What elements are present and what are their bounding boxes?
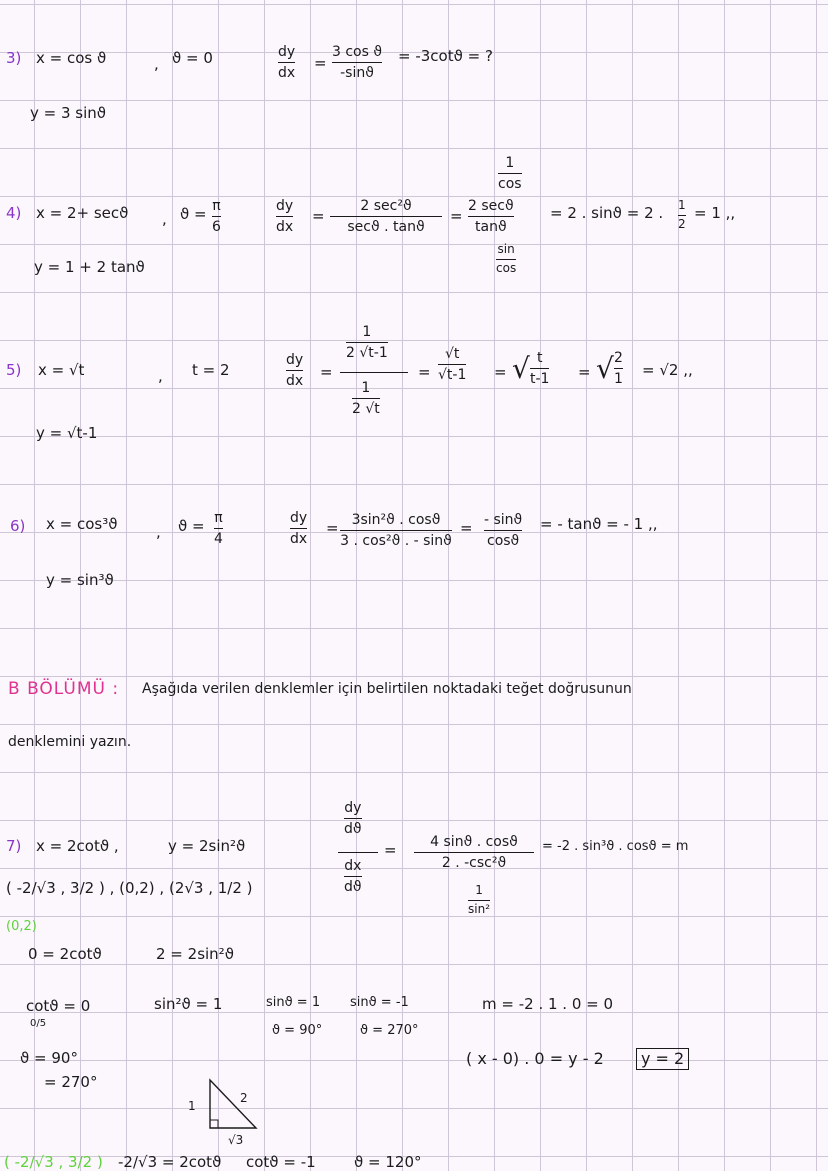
problem-7-points: ( -2/√3 , 3/2 ) , (0,2) , (2√3 , 1/2 ) [6,879,253,897]
denominator: t-1 [530,371,550,388]
problem-6-eq-2: = [460,519,473,537]
section-b-instructions-line-2: denklemini yazın. [8,734,132,750]
denominator: secϑ . tanϑ [347,219,425,236]
numerator: 3sin²ϑ . cosϑ [351,512,441,528]
dx-text: dx [290,531,308,548]
problem-7-angle-90: ϑ = 90° [272,1023,323,1038]
denominator: 2 √t-1 [346,345,388,362]
problem-7-dx-dtheta [344,858,362,895]
numerator: π [212,198,221,214]
numerator: 2 [614,350,623,366]
problem-5-sqrt-sign-1: √ [512,352,530,385]
problem-5-fraction-4 [614,350,623,387]
problem-5-eq: = [320,363,333,381]
numerator: 1 [362,324,372,340]
problem-5-x-eq: x = √t [38,361,85,379]
problem-5-sqrt-sign-2: √ [596,352,614,385]
problem-5-fraction-2 [438,346,466,383]
problem-7-angle-270: ϑ = 270° [360,1023,419,1038]
problem-4-half [678,199,686,232]
problem-6-y-eq: y = sin³ϑ [46,571,114,589]
problem-4-cond-lhs: ϑ = [180,205,207,223]
denominator: 2 [678,216,686,231]
section-b-heading: B BÖLÜMÜ : [8,679,120,699]
problem-7-y-eq: y = 2sin²ϑ [168,837,246,855]
problem-6-end: = - tanϑ = - 1 ,, [540,515,658,533]
section-b-instructions-line-1: Aşağıda verilen denklemler için belirtilen noktadaki teğet doğrusunun [142,681,632,697]
problem-3-condition: ϑ = 0 [172,49,213,67]
problem-4-y-eq: y = 1 + 2 tanϑ [34,258,145,276]
problem-4-end: = 1 ,, [694,204,736,222]
problem-7-eq: = [384,841,397,859]
problem-6-fraction-2 [484,512,522,549]
problem-5-number: 5) [6,361,22,379]
numerator: 1 [361,380,371,396]
denominator: cos [496,260,517,275]
problem-5-condition: t = 2 [192,361,230,379]
denominator: 6 [212,219,221,236]
dy-text: dy [278,44,296,60]
right-triangle-sketch [204,1076,264,1136]
denominator: 1 [614,371,623,388]
problem-6-number: 6) [10,517,26,535]
problem-5-eq-2: = [418,363,431,381]
dtheta-text: dϑ [344,879,362,896]
problem-6-comma: , [156,523,161,541]
problem-7-result: = -2 . sin³ϑ . cosϑ = m [542,839,689,854]
numerator: - sinϑ [484,512,523,528]
problem-3-result: = -3cotϑ = ? [398,47,493,65]
numerator: 3 cos ϑ [332,44,383,60]
problem-4-sin-over-cos [496,243,516,276]
problem-4-top-fraction [498,155,522,192]
problem-7-sin-sq: sin²ϑ = 1 [154,995,223,1013]
numerator: √t [444,346,460,362]
problem-7-frac-mark: 0/5 [30,1018,47,1029]
problem-6-dydx [290,510,307,547]
problem-4-tail: = 2 . sinϑ = 2 . [550,204,664,222]
denominator: 3 . cos²ϑ . - sinϑ [340,533,452,550]
problem-7-eq-b: 2 = 2sin²ϑ [156,945,234,963]
denominator: tanϑ [475,219,507,236]
triangle-shape [210,1080,256,1128]
problem-3-comma: , [154,55,159,73]
triangle-side-2: 2 [240,1091,248,1105]
problem-6-cond-lhs: ϑ = [178,517,205,535]
denominator: 2 . -csc²ϑ [441,855,507,872]
triangle-side-1: 1 [188,1099,196,1113]
problem-4-cond-frac [212,198,221,235]
problem-5-eq-4: = [578,363,591,381]
numerator: 1 [505,155,515,171]
problem-5-fraction-3 [530,350,549,387]
problem-7-cot-zero: cotϑ = 0 [26,997,91,1015]
problem-5-top [346,324,388,361]
problem-3-x-eq: x = cos ϑ [36,49,107,67]
denominator: cos [498,176,522,193]
problem-4-dydx [276,198,293,235]
problem-3-number: 3) [6,49,22,67]
denominator: 4 [214,531,223,548]
problem-5-bottom [352,380,380,417]
problem-7-main-bar [338,852,378,853]
problem-6-fraction-1 [340,512,452,549]
problem-3-dydx [278,44,295,81]
numerator: 2 secϑ [468,198,514,214]
dy-text: dy [276,198,294,214]
problem-7-dy-dtheta [344,800,362,837]
problem-5-y-eq: y = √t-1 [36,424,98,442]
numerator: 1 [475,883,483,897]
problem-4-number: 4) [6,204,22,222]
problem-4-fraction-2 [468,198,514,235]
problem-7-theta-270: = 270° [44,1073,98,1091]
numerator: t [536,350,543,366]
problem-6-eq: = [326,519,339,537]
problem-4-eq: = [312,207,325,225]
problem-7-bottom-theta: ϑ = 120° [354,1153,422,1171]
problem-3-eq: = [314,54,327,72]
dx-text: dx [286,373,304,390]
denominator: √t-1 [438,367,467,384]
problem-3-y-eq: y = 3 sinϑ [30,104,107,122]
numerator: 2 sec²ϑ [360,198,412,214]
dy-text: dy [286,352,304,368]
problem-5-comma: , [158,367,163,385]
numerator: 4 sinϑ . cosϑ [430,834,518,850]
problem-3-fraction [332,44,382,81]
dy-text: dy [344,800,362,816]
problem-4-x-eq: x = 2+ secϑ [36,204,129,222]
problem-6-x-eq: x = cos³ϑ [46,515,118,533]
dx-text: dx [344,858,362,874]
problem-4-comma: , [162,210,167,228]
right-angle-mark [210,1120,218,1128]
problem-7-bottom-eq: -2/√3 = 2cotϑ [118,1153,222,1171]
denominator: -sinϑ [340,65,374,82]
problem-5-eq-3: = [494,363,507,381]
problem-7-answer-box: y = 2 [636,1048,689,1070]
problem-7-slope: m = -2 . 1 . 0 = 0 [482,995,614,1013]
problem-5-main-bar [340,372,408,373]
numerator: sin [497,242,515,256]
problem-7-number: 7) [6,837,22,855]
problem-6-cond-frac [214,510,223,547]
denominator: cosϑ [487,533,520,550]
numerator: 1 [678,198,686,212]
problem-7-bottom-point: ( -2/√3 , 3/2 ) [4,1153,103,1171]
problem-7-fraction [414,834,534,871]
problem-7-point: (0,2) [6,919,37,934]
problem-4-eq-2: = [450,207,463,225]
denominator: 2 √t [352,401,380,418]
problem-7-theta-90: ϑ = 90° [20,1049,78,1067]
problem-7-x-eq: x = 2cotϑ , [36,837,119,855]
problem-7-eq-a: 0 = 2cotϑ [28,945,102,963]
denominator: sin² [468,901,491,916]
problem-4-fraction-1 [330,198,442,235]
triangle-side-r3: √3 [228,1133,244,1147]
problem-7-sin-minus-one: sinϑ = -1 [350,995,409,1010]
dtheta-text: dϑ [344,821,362,838]
dy-text: dy [290,510,308,526]
dx-text: dx [278,65,296,82]
numerator: π [214,510,223,526]
problem-5-end: = √2 ,, [642,361,693,379]
problem-7-sin-one: sinϑ = 1 [266,995,321,1010]
problem-7-csc-fraction [468,884,490,917]
problem-5-dydx [286,352,303,389]
problem-7-bottom-cot: cotϑ = -1 [246,1153,316,1171]
problem-7-tangent-line: ( x - 0) . 0 = y - 2 [466,1049,604,1068]
dx-text: dx [276,219,294,236]
